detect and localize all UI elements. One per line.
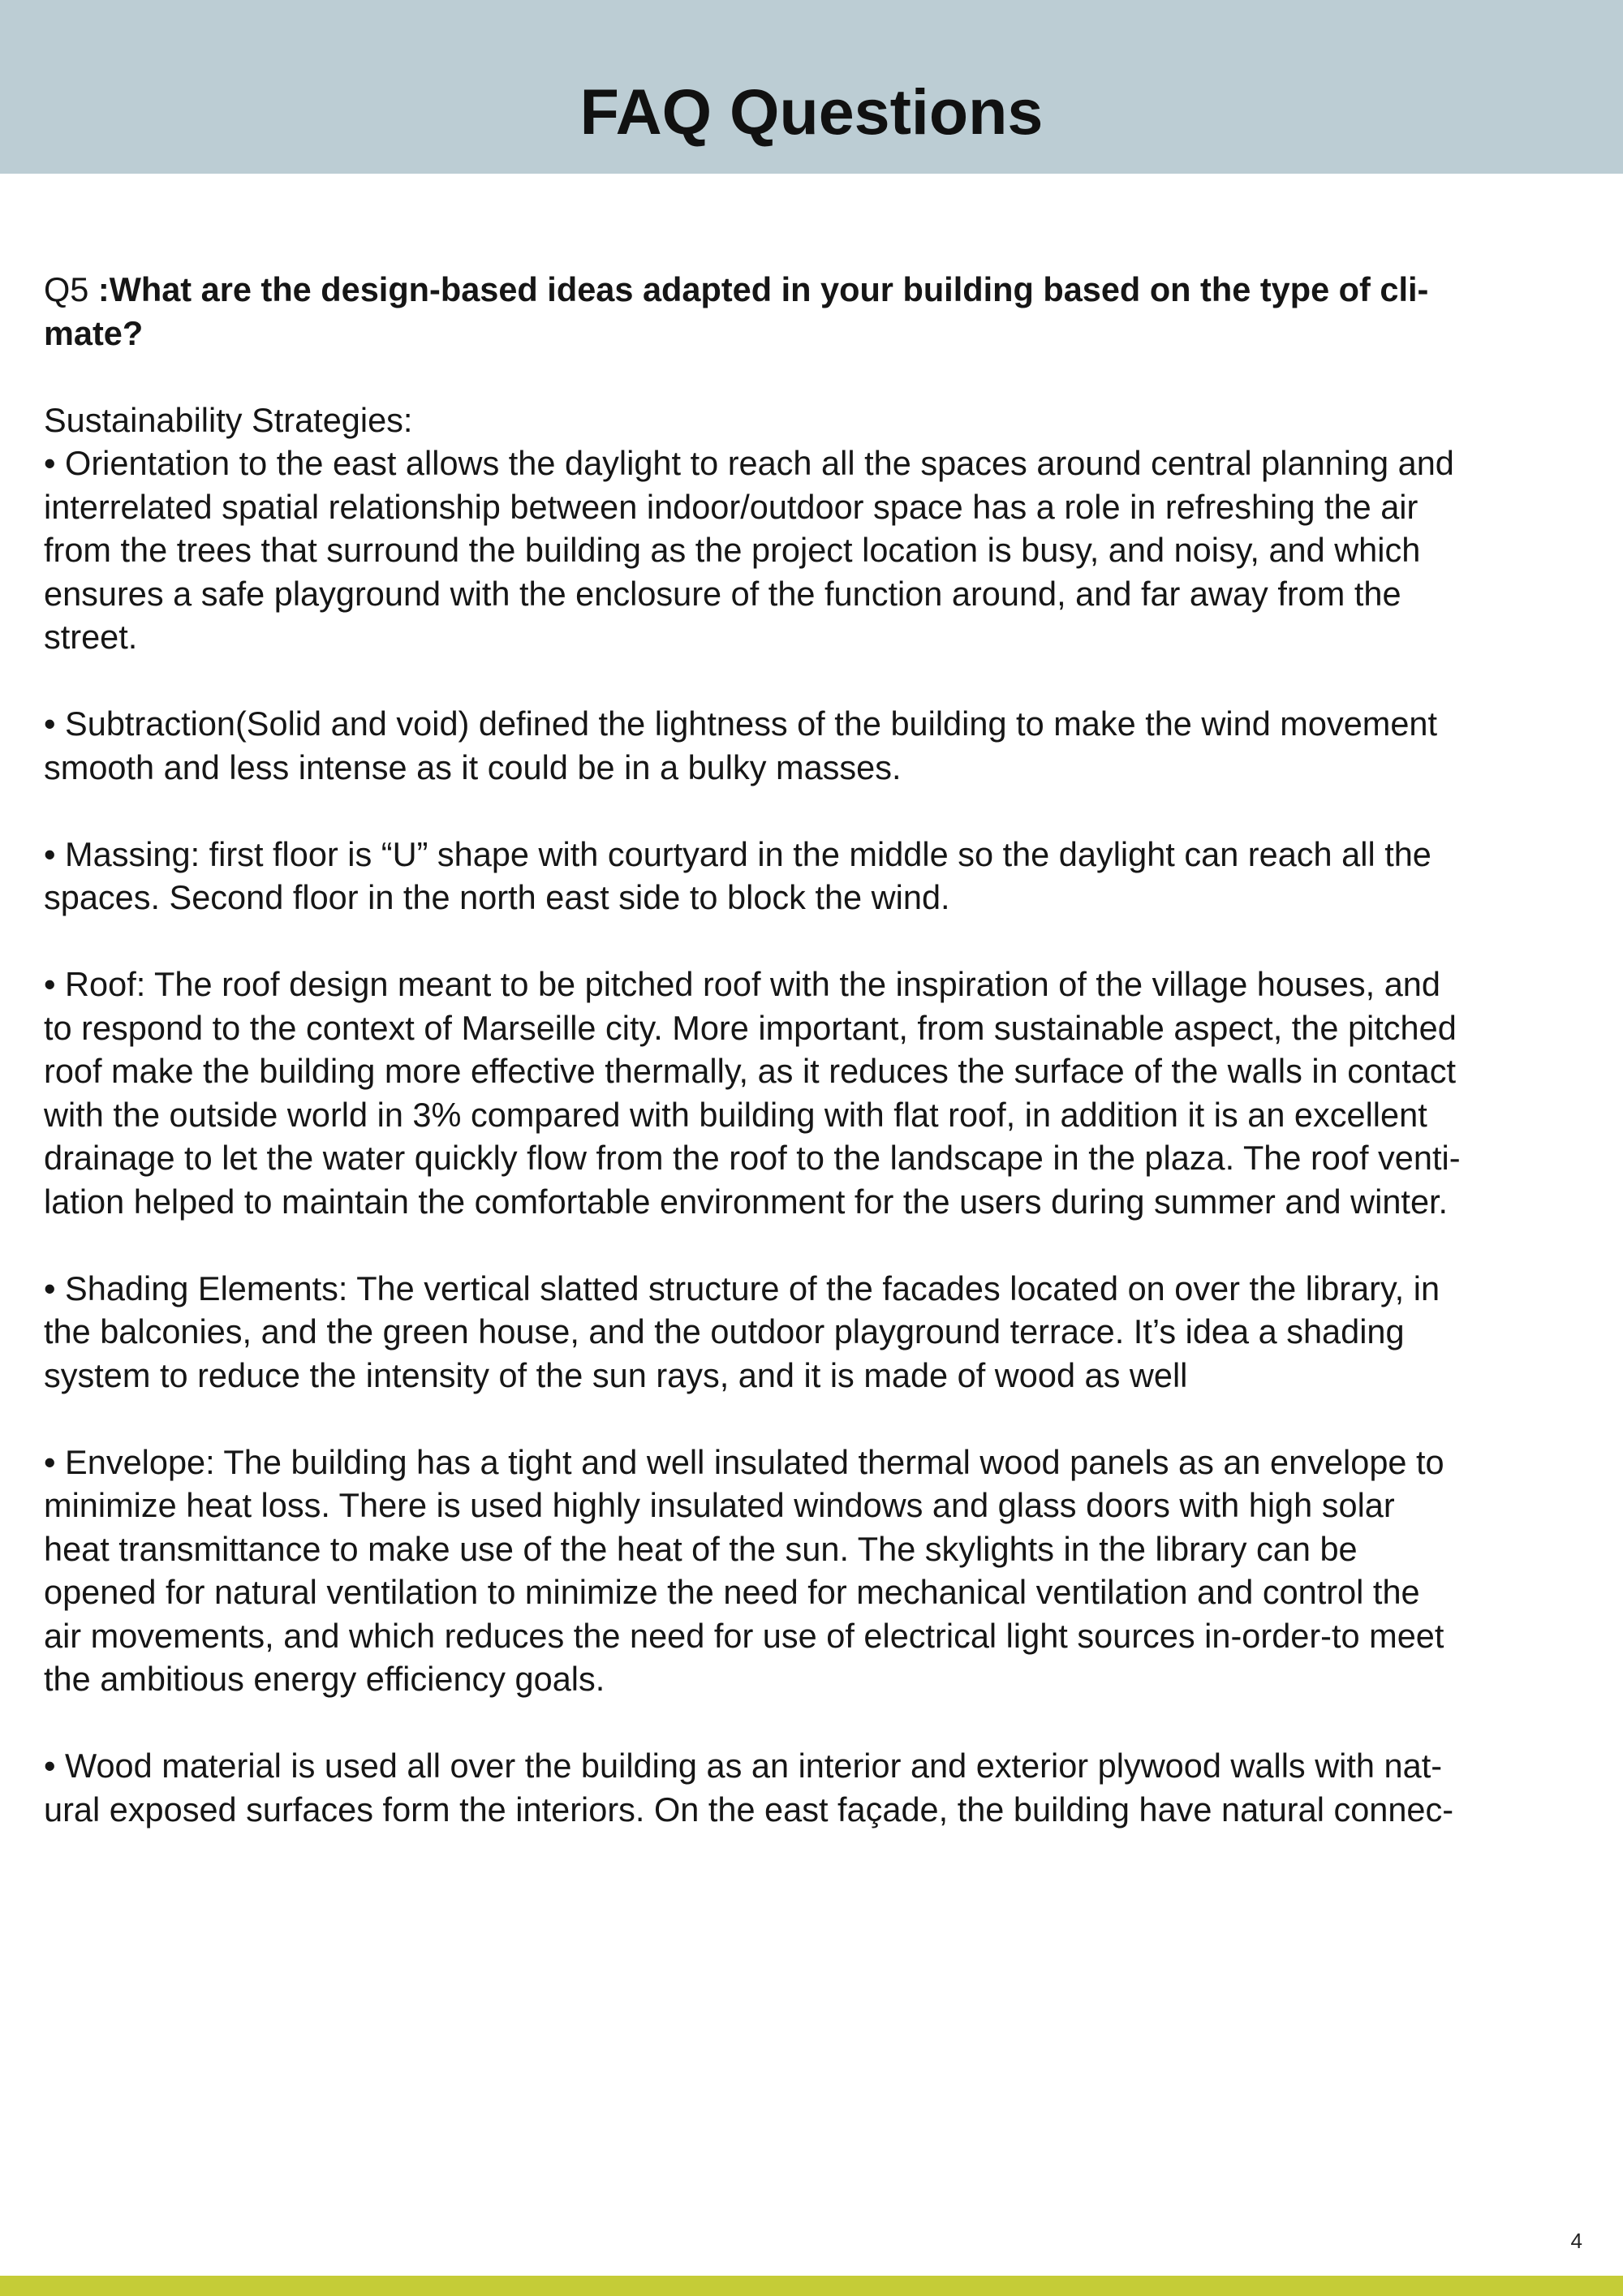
- question: [44, 268, 1569, 355]
- page-title: FAQ Questions: [579, 75, 1044, 148]
- answer-intro: Sustainability Strategies:: [44, 400, 413, 439]
- answer-paragraph-subtraction: • Subtraction(Solid and void) defined the lightness of the building to make the wind movement smooth and less intense as it could be in a bulky masses.: [44, 704, 1438, 786]
- document-body: [44, 268, 1569, 1875]
- question-number: Q5: [44, 270, 98, 308]
- answer-paragraph-shading: • Shading Elements: The vertical slatted structure of the facades located on over the library, in the balconies, and the green house, and the outdoor playground terrace. It’s idea a shading system to reduce the intensity of the sun rays, and it is made of wood as well: [44, 1269, 1440, 1394]
- question-text: :What are the design-based ideas adapted in your building based on the type of cli- mate?: [44, 270, 1429, 352]
- answer-paragraph-roof: • Roof: The roof design meant to be pitched roof with the inspiration of the village houses, and to respond to the context of Marseille city. More important, from sustainable aspect, the pitched roof make the building more effective thermally, as it reduces the surface of the walls in contact with the outside world in 3% compared with building with flat roof, in addition it is an excellent drainage to let the water quickly flow from the roof to the landscape in the plaza. The roof venti- lation helped to maintain the comfortable environment for the users during summer and winter.: [44, 965, 1461, 1221]
- answer-paragraph-wood: • Wood material is used all over the building as an interior and exterior plywood walls with nat- ural exposed surfaces form the interiors. On the east façade, the building have natural connec-: [44, 1747, 1454, 1829]
- answer-paragraph-orientation: • Orientation to the east allows the daylight to reach all the spaces around central planning and interrelated spatial relationship between indoor/outdoor space has a role in refreshing the air from the trees that surround the building as the project location is busy, and noisy, and which ensures a safe playground with the enclosure of the function around, and far away from the street.: [44, 444, 1454, 656]
- footer-band: [0, 2276, 1623, 2296]
- header-band: [0, 0, 1623, 174]
- answer-paragraph-massing: • Massing: first floor is “U” shape with courtyard in the middle so the daylight can reach all the spaces. Second floor in the north east side to block the wind.: [44, 834, 1431, 916]
- page-number: 4: [1570, 2229, 1582, 2253]
- answer-paragraph-envelope: • Envelope: The building has a tight and well insulated thermal wood panels as an envelope to minimize heat loss. There is used highly insulated windows and glass doors with high solar heat transmittance to make use of the heat of the sun. The skylights in the library can be opened for natural ventilation to minimize the need for mechanical ventilation and control the air movements, and which reduces the need for use of electrical light sources in-order-to meet the ambitious energy efficiency goals.: [44, 1442, 1444, 1698]
